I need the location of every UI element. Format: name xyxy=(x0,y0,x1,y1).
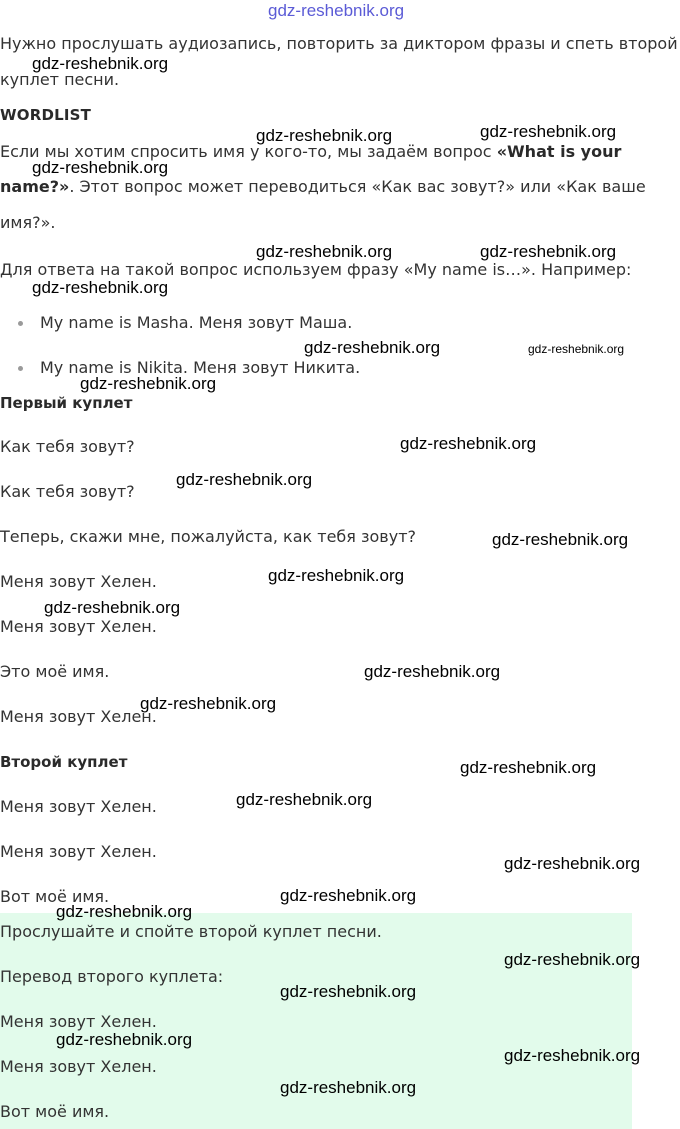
verse1-line: Меня зовут Хелен. xyxy=(0,707,157,726)
watermark: gdz-reshebnik.org xyxy=(32,278,169,297)
highlight-instruction: Прослушайте и спойте второй куплет песни. xyxy=(0,922,382,941)
watermark: gdz-reshebnik.org xyxy=(256,126,393,145)
watermark: gdz-reshebnik.org xyxy=(268,566,405,585)
watermark: gdz-reshebnik.org xyxy=(528,342,625,356)
verse1-heading: Первый куплет xyxy=(0,394,133,412)
watermark: gdz-reshebnik.org xyxy=(280,886,417,905)
watermark: gdz-reshebnik.org xyxy=(32,158,169,177)
highlight-line: Меня зовут Хелен. xyxy=(0,1057,157,1076)
verse1-line: Теперь, скажи мне, пожалуйста, как тебя зовут? xyxy=(0,527,417,546)
watermark: gdz-reshebnik.org xyxy=(56,1030,193,1049)
question-line-2 xyxy=(0,177,646,197)
question-bold-1: «What is your xyxy=(496,142,622,161)
answer-paragraph: Для ответа на такой вопрос используем фразу «My name is…». Например: xyxy=(0,260,632,279)
watermark: gdz-reshebnik.org xyxy=(504,1046,641,1065)
top-watermark: gdz-reshebnik.org xyxy=(268,1,405,20)
watermark: gdz-reshebnik.org xyxy=(492,530,629,549)
watermark: gdz-reshebnik.org xyxy=(80,374,217,393)
watermark: gdz-reshebnik.org xyxy=(504,854,641,873)
wordlist-heading: WORDLIST xyxy=(0,106,92,124)
watermark: gdz-reshebnik.org xyxy=(480,242,617,261)
watermark: gdz-reshebnik.org xyxy=(256,242,393,261)
example-text: My name is Nikita. Меня зовут Никита. xyxy=(40,358,361,377)
example-text: My name is Masha. Меня зовут Маша. xyxy=(40,313,353,332)
watermark: gdz-reshebnik.org xyxy=(44,598,181,617)
intro-line-2: куплет песни. xyxy=(0,70,120,89)
watermark: gdz-reshebnik.org xyxy=(480,122,617,141)
verse1-line: Как тебя зовут? xyxy=(0,437,135,456)
translation-label: Перевод второго куплета: xyxy=(0,967,224,986)
bullet-dot-icon xyxy=(18,366,23,371)
watermark: gdz-reshebnik.org xyxy=(280,982,417,1001)
highlight-line: Вот моё имя. xyxy=(0,1102,110,1121)
question-text-2: . Этот вопрос может переводиться «Как вас зовут?» или «Как ваше xyxy=(69,177,646,196)
verse1-line: Это моё имя. xyxy=(0,662,110,681)
watermark: gdz-reshebnik.org xyxy=(140,694,277,713)
watermark: gdz-reshebnik.org xyxy=(460,758,597,777)
watermark: gdz-reshebnik.org xyxy=(504,950,641,969)
watermark: gdz-reshebnik.org xyxy=(236,790,373,809)
verse2-line: Вот моё имя. xyxy=(0,887,110,906)
watermark: gdz-reshebnik.org xyxy=(304,338,441,357)
watermark: gdz-reshebnik.org xyxy=(364,662,501,681)
verse1-line: Меня зовут Хелен. xyxy=(0,572,157,591)
question-line-3: имя?». xyxy=(0,213,56,232)
watermark: gdz-reshebnik.org xyxy=(56,902,193,921)
intro-line-1: Нужно прослушать аудиозапись, повторить за диктором фразы и спеть второй xyxy=(0,34,678,53)
watermark: gdz-reshebnik.org xyxy=(280,1078,417,1097)
verse2-line: Меня зовут Хелен. xyxy=(0,797,157,816)
question-bold-2: name?» xyxy=(0,177,70,196)
verse2-line: Меня зовут Хелен. xyxy=(0,842,157,861)
question-text-1: Если мы хотим спросить имя у кого-то, мы задаём вопрос xyxy=(0,142,497,161)
highlight-line: Меня зовут Хелен. xyxy=(0,1012,157,1031)
bullet-dot-icon xyxy=(18,321,23,326)
watermark: gdz-reshebnik.org xyxy=(400,434,537,453)
watermark: gdz-reshebnik.org xyxy=(32,54,169,73)
watermark: gdz-reshebnik.org xyxy=(176,470,313,489)
verse1-line: Меня зовут Хелен. xyxy=(0,617,157,636)
verse2-heading: Второй куплет xyxy=(0,753,128,771)
verse1-line: Как тебя зовут? xyxy=(0,482,135,501)
